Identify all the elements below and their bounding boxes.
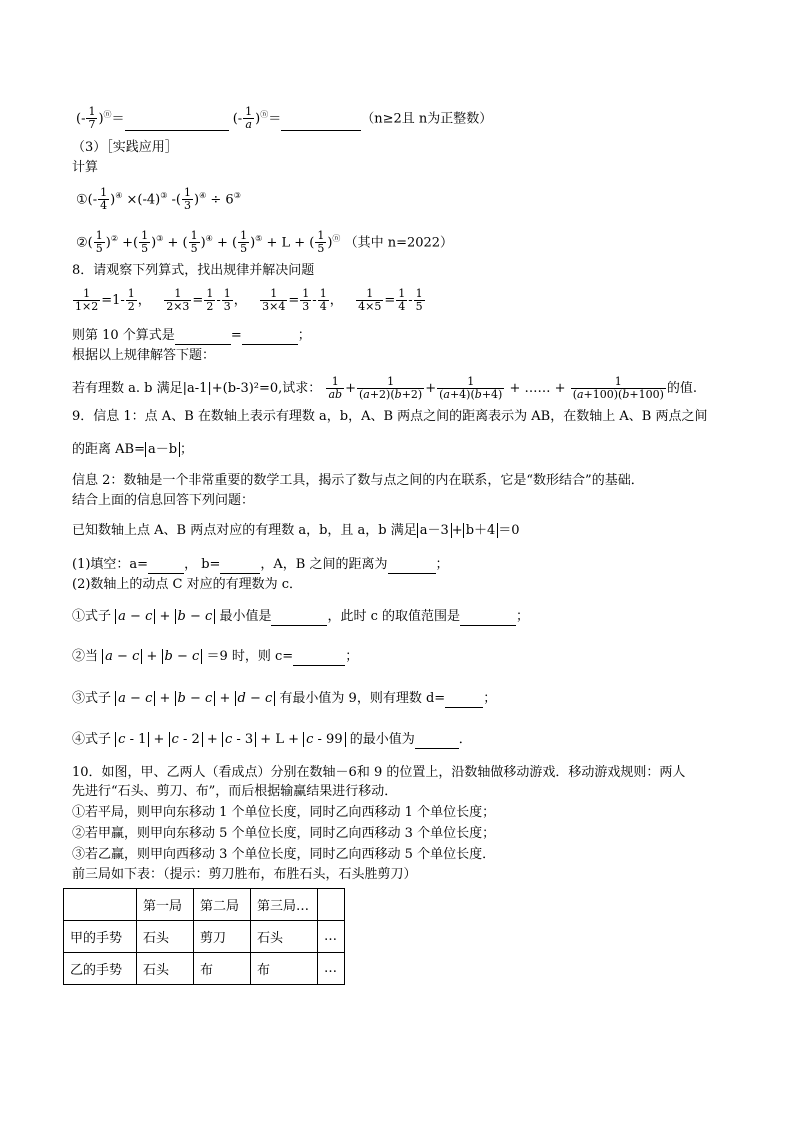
q9-line8: ①式子 a − c + b − c 最小值是 ，此时 c 的取值范围是 ； bbox=[72, 609, 530, 624]
q9-line6: (1)填空：a= ， b= ，A，B 之间的距离为 ； bbox=[72, 557, 449, 572]
answer-blank[interactable] bbox=[460, 611, 516, 626]
q9-line10: ③式子 a − c + b − c + d − c 有最小值为 9，则有理数 d= ； bbox=[72, 691, 497, 706]
q8-line5: 若有理数 a. b 满足|a-1|+(b-3)²=0,试求： $\frac{1}{ab}$ + $\frac{1}{(a+2)(b+2)}$ + $\frac{1}{(a+4)(b+4)}$ + …… + $\frac{1}{(a+100)(b+100)}$ 的值. bbox=[72, 375, 698, 401]
answer-blank[interactable] bbox=[271, 611, 327, 626]
answer-blank[interactable] bbox=[293, 651, 345, 666]
q8-line4: 根据以上规律解答下题： bbox=[72, 348, 216, 363]
answer-blank[interactable] bbox=[415, 734, 459, 749]
table-header-row: 第一局 第二局 第三局… bbox=[64, 889, 345, 921]
q9-line7: (2)数轴上的动点 C 对应的有理数为 c． bbox=[72, 577, 303, 592]
part-3-heading: （3）［实践应用］ bbox=[72, 140, 178, 155]
answer-blank[interactable] bbox=[148, 559, 184, 574]
q10-line2: 先进行“石头、剪刀、布”，而后根据输赢结果进行移动． bbox=[72, 784, 398, 799]
q9-line5: 已知数轴上点 A、B 两点对应的有理数 a，b，且 a，b 满足 a－3 + b＋4 ＝0 bbox=[72, 523, 520, 538]
answer-blank[interactable] bbox=[281, 116, 361, 131]
fraction: $\frac{1}{7}$ bbox=[88, 105, 96, 132]
fraction: $\frac{1}{a}$ bbox=[245, 105, 253, 132]
table-row: 甲的手势 石头 剪刀 石头 … bbox=[64, 921, 345, 953]
q10-rule-3: ③若乙赢，则甲向西移动 3 个单位长度，同时乙向西移动 5 个单位长度． bbox=[72, 847, 496, 862]
answer-blank[interactable] bbox=[175, 330, 231, 345]
expression-2: ②( $\frac{1}{5}$ )② +( $\frac{1}{5}$ )③ + ( $\frac{1}{5}$ )④ + ( $\frac{1}{5}$ )⑤ + L + ( $\frac{1}{5}$ )ⓝ （其中 n=2022） bbox=[76, 229, 454, 256]
q10-rule-1: ①若平局，则甲向东移动 1 个单位长度，同时乙向西移动 1 个单位长度； bbox=[72, 805, 496, 820]
q9-line3: 信息 2：数轴是一个非常重要的数学工具，揭示了数与点之间的内在联系，它是“数形结合”的基础． bbox=[72, 473, 644, 488]
q10-rule-2: ②若甲赢，则甲向东移动 5 个单位长度，同时乙向西移动 3 个单位长度； bbox=[72, 826, 496, 841]
calc-label: 计算 bbox=[72, 160, 99, 175]
line-1: (- $\frac{1}{7}$ )ⓝ＝ (- $\frac{1}{a}$ )ⓝ＝ （n≥2且 n为正整数） bbox=[76, 105, 493, 132]
answer-blank[interactable] bbox=[125, 116, 229, 131]
expression-1: ①(- $\frac{1}{4}$ )④ ×(-4)③ -( $\frac{1}{3}$ )④ ÷ 6③ bbox=[76, 186, 241, 213]
q8-title: 8．请观察下列算式，找出规律并解决问题 bbox=[72, 263, 315, 278]
q9-line9: ②当 a − c + b − c ＝9 时，则 c= ； bbox=[72, 649, 359, 664]
q10-line6: 前三局如下表：（提示：剪刀胜布，布胜石头，石头胜剪刀） bbox=[72, 867, 417, 882]
q9-line1: 9．信息 1：点 A、B 在数轴上表示有理数 a，b，A、B 两点之间的距离表示为 AB，在数轴上 A、B 两点之间 bbox=[72, 409, 708, 424]
table-row: 乙的手势 石头 布 布 … bbox=[64, 953, 345, 985]
gesture-table bbox=[63, 888, 345, 985]
q9-line2: 的距离 AB= a－b ； bbox=[72, 442, 194, 457]
answer-blank[interactable] bbox=[242, 330, 298, 345]
q9-line4: 结合上面的信息回答下列问题： bbox=[72, 493, 255, 508]
answer-blank[interactable] bbox=[220, 559, 260, 574]
q9-line11: ④式子 c - 1 + c - 2 + c - 3 + L + c - 99 的最小值为 ． bbox=[72, 732, 472, 747]
answer-blank[interactable] bbox=[445, 693, 483, 708]
q10-line1: 10．如图，甲、乙两人（看成点）分别在数轴－6和 9 的位置上，沿数轴做移动游戏．移动游戏规则：两人 bbox=[72, 765, 686, 780]
answer-blank[interactable] bbox=[388, 559, 436, 574]
q8-line3: 则第 10 个算式是 = ； bbox=[72, 328, 311, 343]
q8-formulas: $\frac{1}{1\times 2}$ =1- $\frac{1}{2}$ ， $\frac{1}{2\times 3}$ = $\frac{1}{2}$ - $\frac{1}{3}$ ， $\frac{1}{3\times 4}$ = $\frac{1}{3}$ - $\frac{1}{4}$ ， $\frac{1}{4\times 5}$ = $\frac{1}{4}$ - $\frac{1}{5}$ bbox=[75, 287, 423, 313]
